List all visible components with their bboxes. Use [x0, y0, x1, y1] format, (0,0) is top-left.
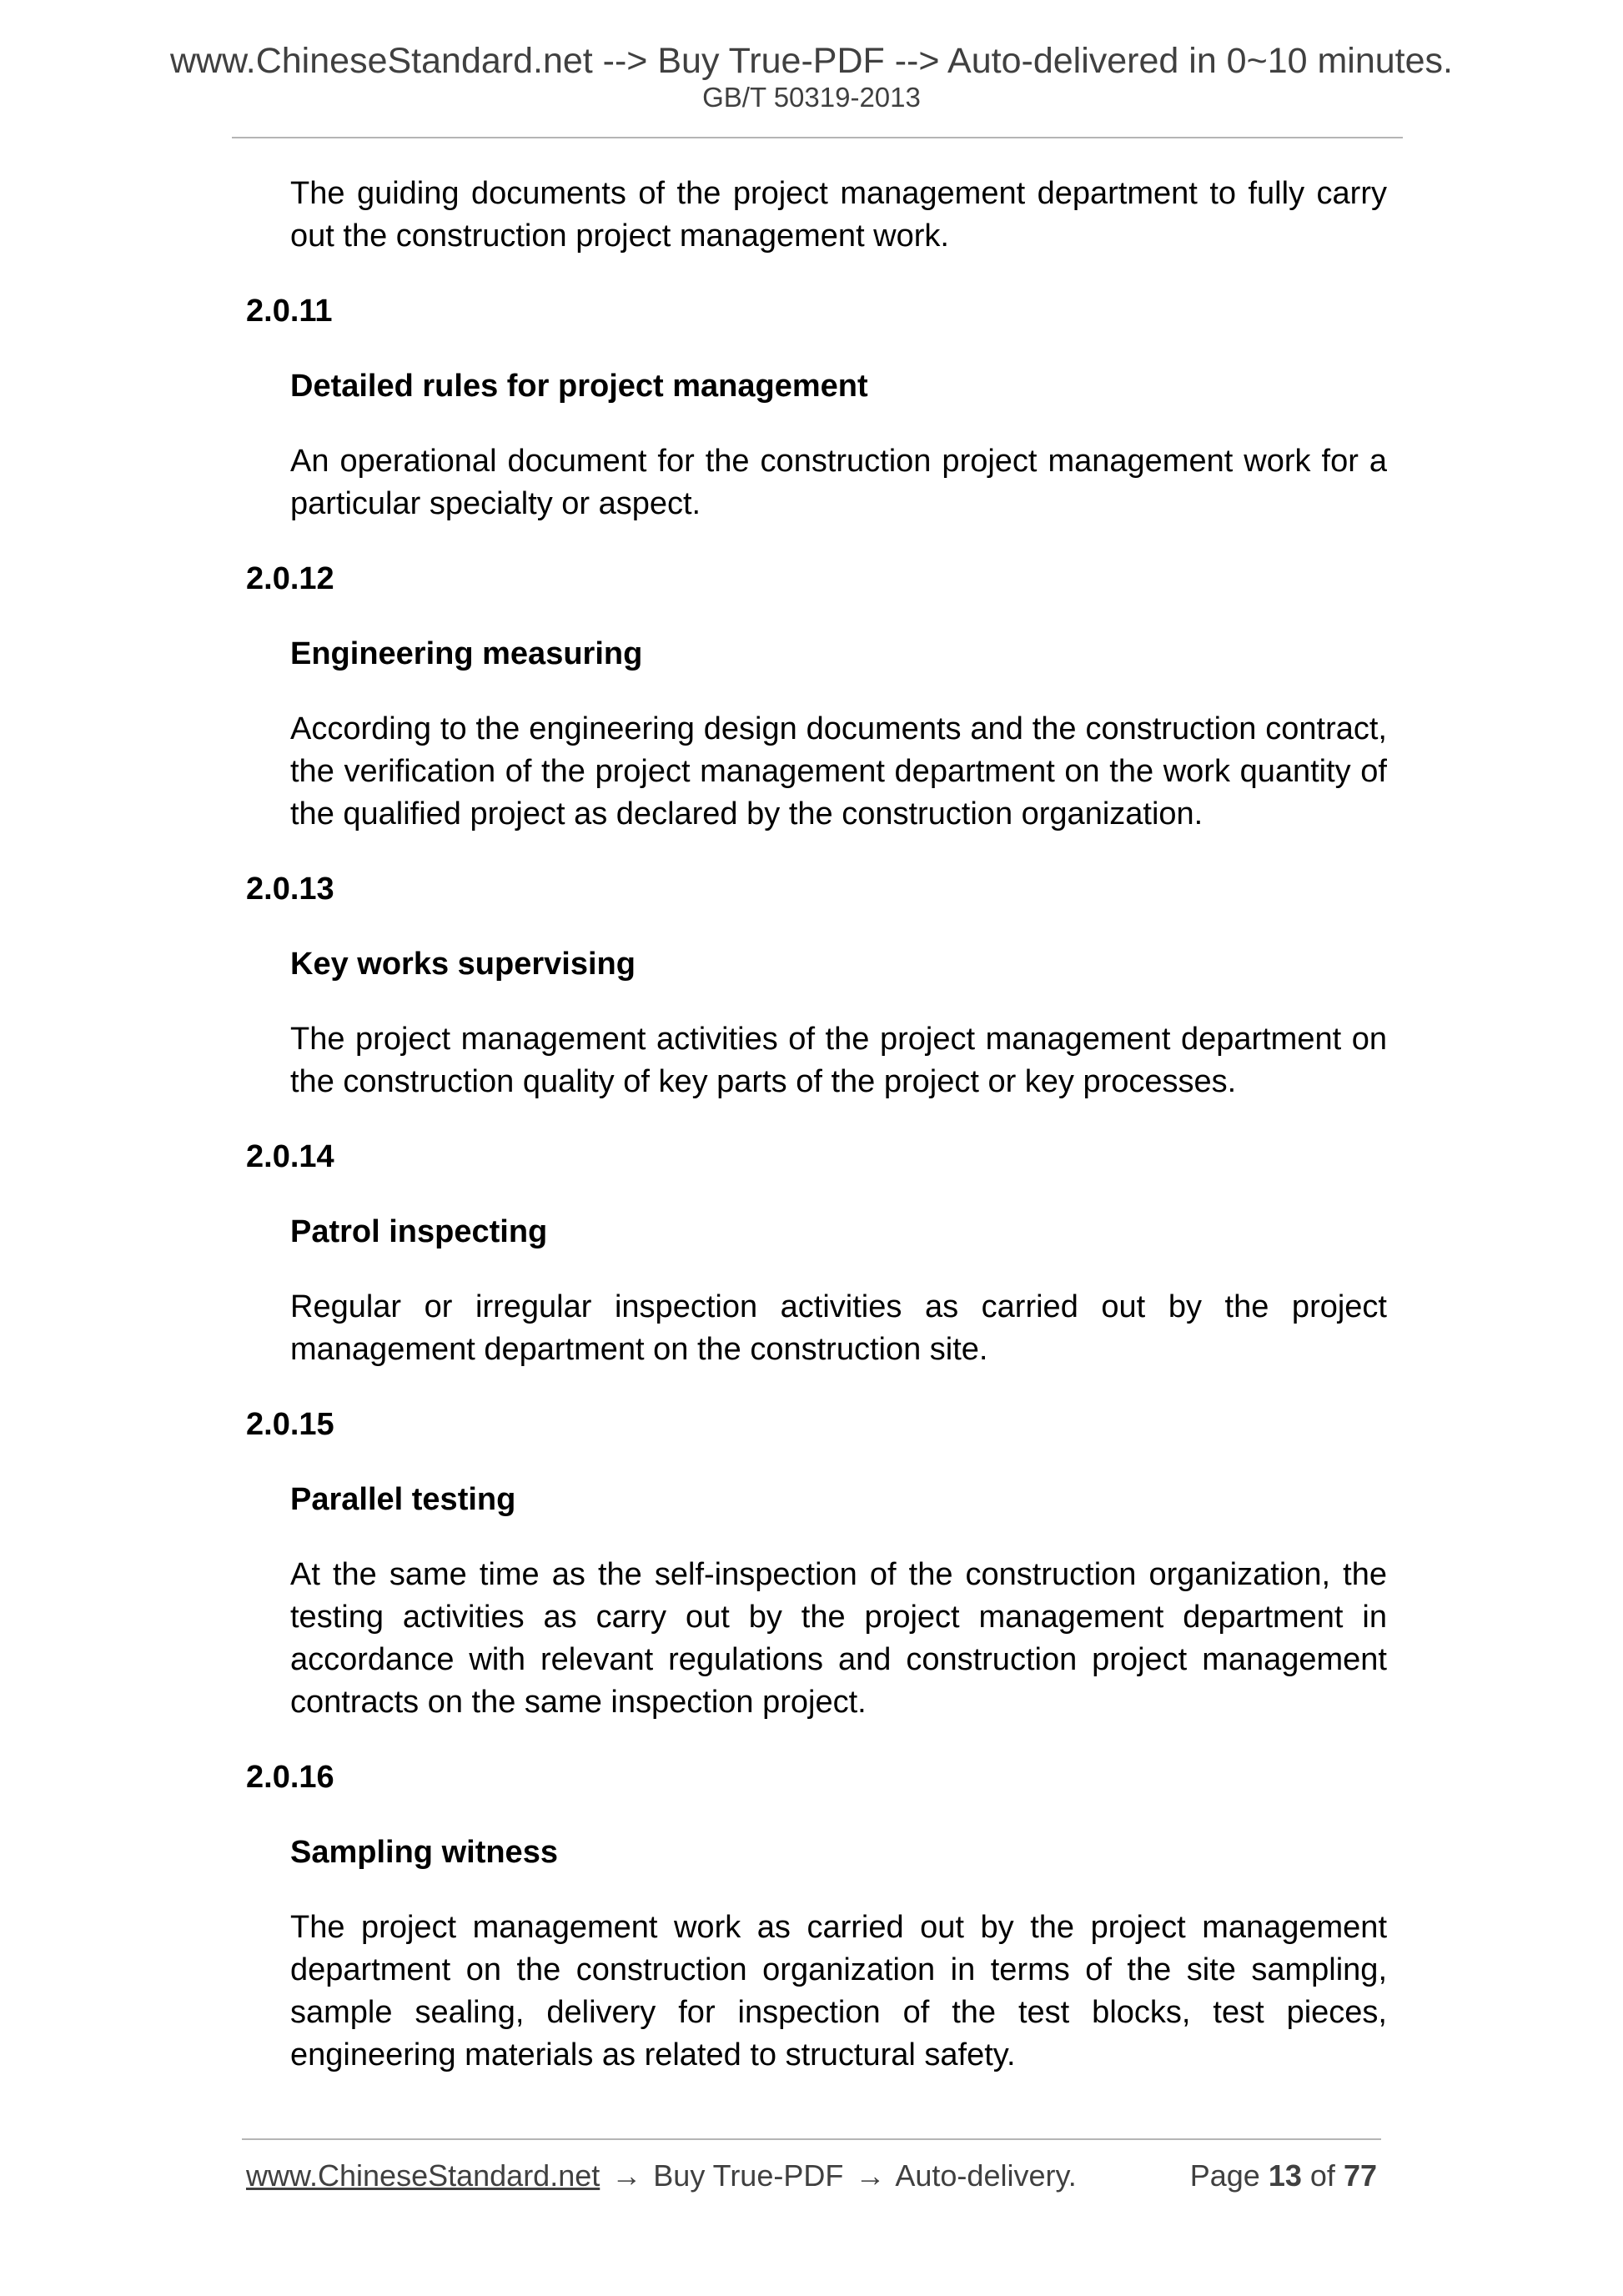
footer-promo [246, 2158, 1077, 2193]
arrow-right-icon: → [855, 2158, 886, 2193]
intro-paragraph: The guiding documents of the project management department to fully carry out the construction project management work. [290, 176, 1387, 254]
site-banner: www.ChineseStandard.net --> Buy True-PDF --> Auto-delivered in 0~10 minutes. [169, 41, 1453, 81]
standard-number: GB/T 50319-2013 [702, 82, 921, 113]
clause-number: 2.0.14 [246, 1139, 334, 1174]
header-divider [232, 137, 1403, 138]
arrow-right-icon: → [611, 2158, 642, 2193]
term-definition: At the same time as the self-inspection of the construction organization, the testing activities as carry out by the project management department in accordance with relevant regulations and construction project management contracts on the same inspection project. [290, 1557, 1387, 1720]
site-link[interactable]: www.ChineseStandard.net [246, 2158, 600, 2193]
clause-number: 2.0.13 [246, 872, 334, 907]
footer-divider [242, 2138, 1381, 2140]
term-definition: According to the engineering design documents and the construction contract, the verification of the project management department on the work quantity of the qualified project as declared by the construction organization. [290, 711, 1387, 831]
page-label: Page [1189, 2158, 1260, 2193]
term-heading: Key works supervising [290, 947, 636, 982]
auto-delivery-text: Auto-delivery. [895, 2158, 1077, 2193]
term-definition: Regular or irregular inspection activities as carried out by the project management department on the construction site. [290, 1289, 1387, 1367]
term-definition: An operational document for the construction project management work for a particular specialty or aspect. [290, 444, 1387, 521]
clause-number: 2.0.11 [246, 294, 333, 329]
clause-number: 2.0.15 [246, 1407, 334, 1442]
total-pages: 77 [1343, 2158, 1377, 2193]
term-heading: Detailed rules for project management [290, 369, 868, 404]
buy-true-pdf-text: Buy True-PDF [653, 2158, 844, 2193]
term-heading: Engineering measuring [290, 636, 643, 671]
term-heading: Sampling witness [290, 1835, 558, 1870]
of-label: of [1309, 2158, 1335, 2193]
clause-number: 2.0.12 [246, 561, 334, 596]
term-heading: Patrol inspecting [290, 1214, 548, 1249]
term-definition: The project management activities of the project management department on the construction quality of key parts of the project or key processes. [290, 1022, 1387, 1099]
term-definition: The project management work as carried out by the project management department on the construction organization in terms of the site sampling, sample sealing, delivery for inspection of the test blocks, test pieces, engineering materials as related to structural safety. [290, 1910, 1387, 2072]
current-page: 13 [1268, 2158, 1302, 2193]
page-indicator [1189, 2158, 1377, 2193]
clause-number: 2.0.16 [246, 1760, 334, 1795]
document-body [246, 173, 1387, 2109]
term-heading: Parallel testing [290, 1482, 516, 1517]
